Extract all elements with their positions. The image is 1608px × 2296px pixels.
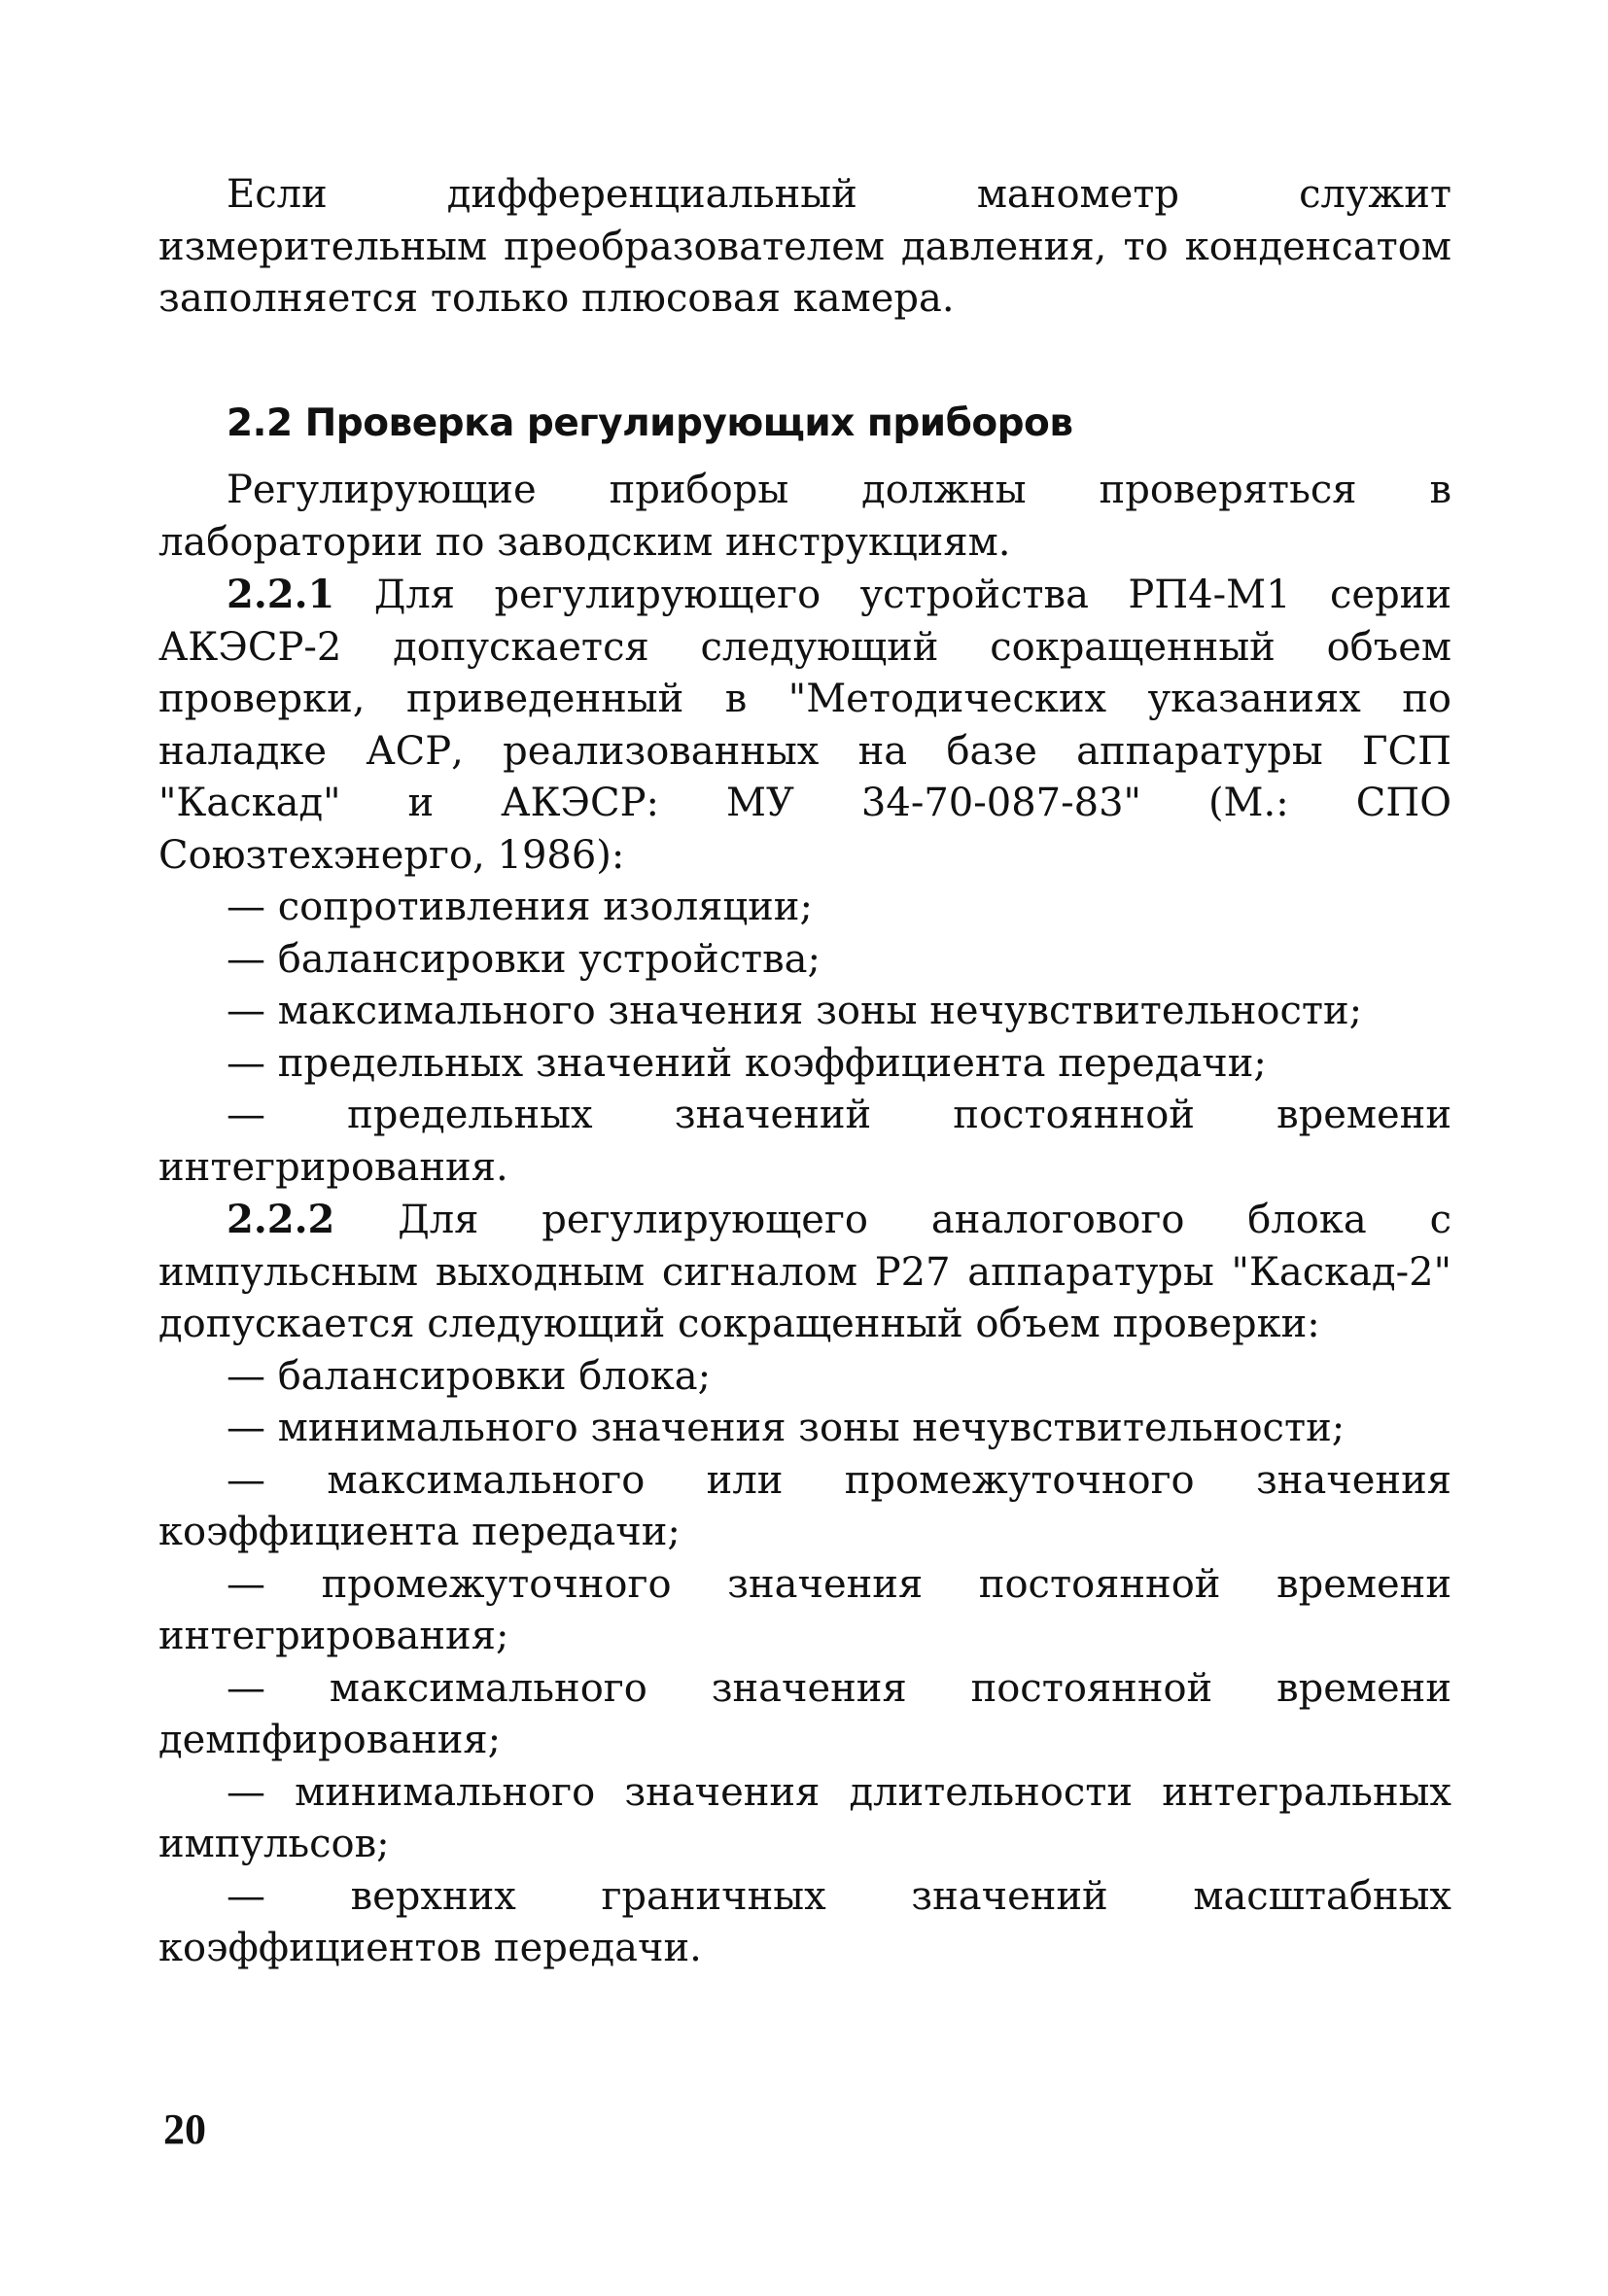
list-item: — промежуточного значения постоянной времени интегрирования; xyxy=(158,1561,1451,1658)
subsection-text: Для регулирующего устройства РП4-М1 серии АКЭСР-2 допускается следующий сокращенный объем проверки, приведенный в "Методических указаниях по наладке АСР, реализованных на базе аппаратуры ГСП "Каскад" и АКЭСР: МУ 34-70-087-83" (М.: СПО Союзтехэнерго, 1986): xyxy=(158,573,1451,878)
list-item: — предельных значений постоянной времени интегрирования. xyxy=(158,1093,1451,1190)
list-item: — максимального значения постоянной времени демпфирования; xyxy=(158,1665,1451,1762)
list-item: — верхних граничных значений масштабных коэффициентов передачи. xyxy=(158,1873,1451,1970)
subsection-text: Для регулирующего аналогового блока с импульсным выходным сигналом Р27 аппаратуры "Каскад-2" допускается следующий сокращенный объем проверки: xyxy=(158,1198,1452,1346)
page-number: 20 xyxy=(163,2105,206,2153)
section-heading: 2.2 Проверка регулирующих приборов xyxy=(227,401,1073,445)
list-item: — максимального или промежуточного значения коэффициента передачи; xyxy=(158,1457,1451,1554)
subsection-2-2-2 xyxy=(158,1194,1451,1351)
list-item: — максимального значения зоны нечувствительности; xyxy=(227,989,1363,1033)
intro-section xyxy=(158,169,1451,326)
subsection-number: 2.2.1 xyxy=(227,572,335,617)
list-item: — минимального значения длительности интегральных импульсов; xyxy=(158,1769,1451,1866)
list-item: — балансировки блока; xyxy=(227,1353,712,1399)
list-item: — балансировки устройства; xyxy=(227,936,821,982)
subsection-number: 2.2.2 xyxy=(227,1197,335,1242)
list-item: — минимального значения зоны нечувствительности; xyxy=(227,1406,1346,1450)
main-section xyxy=(158,465,1451,1975)
subsection-2-2-1 xyxy=(158,569,1451,882)
list-item: — сопротивления изоляции; xyxy=(227,885,813,929)
list-item: — предельных значений коэффициента передачи; xyxy=(227,1040,1267,1086)
intro-paragraph: Если дифференциальный манометр служит измерительным преобразователем давления, то конденсатом заполняется только плюсовая камера. xyxy=(158,172,1451,321)
section-paragraph: Регулирующие приборы должны проверяться в лаборатории по заводским инструкциям. xyxy=(158,468,1451,565)
